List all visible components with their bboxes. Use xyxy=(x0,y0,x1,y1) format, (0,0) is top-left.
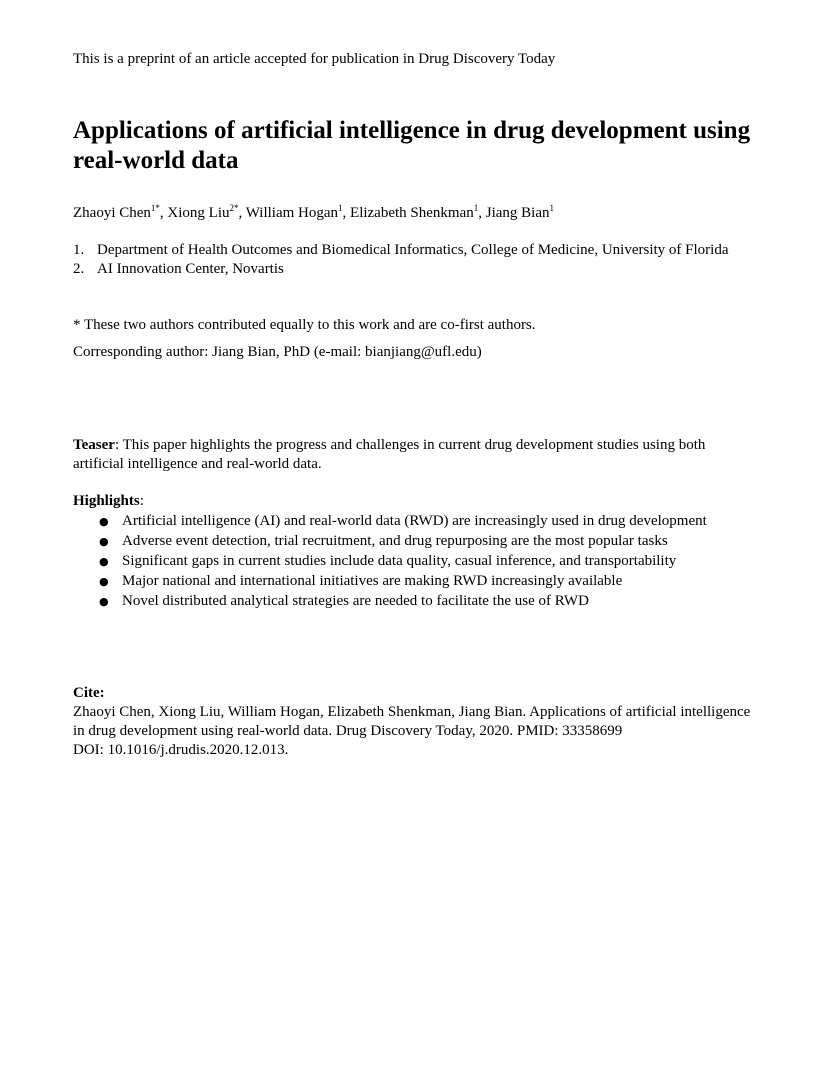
highlight-item xyxy=(73,512,743,531)
teaser-label: Teaser xyxy=(73,437,115,453)
bullet-icon: ● xyxy=(99,575,109,588)
citation-block xyxy=(73,703,753,760)
corresponding-author: Corresponding author: Jiang Bian, PhD (e-mail: bianjiang@ufl.edu) xyxy=(73,344,482,360)
bullet-icon: ● xyxy=(99,515,109,528)
teaser-paragraph xyxy=(73,436,743,474)
author-affiliation-mark: 2* xyxy=(229,203,239,213)
affiliation-text: Department of Health Outcomes and Biomedical Informatics, College of Medicine, University of Florida xyxy=(97,242,729,258)
author-name: Zhaoyi Chen xyxy=(73,205,151,221)
highlight-item xyxy=(73,592,743,611)
author-affiliation-mark: 1 xyxy=(338,203,343,213)
highlights-suffix: : xyxy=(139,493,144,509)
bullet-icon: ● xyxy=(99,535,109,548)
author-name: Elizabeth Shenkman xyxy=(350,205,474,221)
highlight-item xyxy=(73,532,743,551)
affiliation-item xyxy=(73,241,743,260)
highlight-text: Adverse event detection, trial recruitment, and drug repurposing are the most popular tasks xyxy=(122,533,668,549)
highlights-heading xyxy=(73,492,144,511)
author-separator: , xyxy=(159,205,168,221)
highlight-text: Significant gaps in current studies include data quality, casual inference, and transportability xyxy=(122,553,677,569)
highlights-label: Highlights xyxy=(73,493,140,509)
author-separator: , xyxy=(342,205,351,221)
author-affiliation-mark: 1 xyxy=(473,203,479,213)
citation-text: Zhaoyi Chen, Xiong Liu, William Hogan, Elizabeth Shenkman, Jiang Bian. Applications of artificial intelligence in drug development using real-world data. Drug Discovery Today, 2020. PMID: 33358699 xyxy=(73,704,751,739)
highlight-text: Major national and international initiatives are making RWD increasingly available xyxy=(122,573,623,589)
affiliation-list xyxy=(73,241,743,279)
citation-doi: DOI: 10.1016/j.drudis.2020.12.013. xyxy=(73,742,289,758)
bullet-icon: ● xyxy=(99,595,109,608)
author-name: Jiang Bian xyxy=(485,205,550,221)
affiliation-number: 2. xyxy=(73,261,85,277)
highlight-text: Artificial intelligence (AI) and real-world data (RWD) are increasingly used in drug development xyxy=(122,513,707,529)
highlight-text: Novel distributed analytical strategies are needed to facilitate the use of RWD xyxy=(122,593,589,609)
author-name: William Hogan xyxy=(245,205,339,221)
highlight-item xyxy=(73,572,743,591)
highlights-list xyxy=(73,512,743,612)
author-list xyxy=(73,204,554,223)
highlight-item xyxy=(73,552,743,571)
cofirst-author-note: * These two authors contributed equally to this work and are co-first authors. xyxy=(73,317,536,333)
author-affiliation-mark: 1* xyxy=(150,203,160,213)
author-name: Xiong Liu xyxy=(167,205,230,221)
author-separator: , xyxy=(238,205,246,221)
author-separator: , xyxy=(478,205,486,221)
preprint-note: This is a preprint of an article accepted for publication in Drug Discovery Today xyxy=(73,51,556,67)
cite-heading: Cite: xyxy=(73,685,105,701)
paper-title: Applications of artificial intelligence in drug development using real-world data xyxy=(73,117,751,174)
affiliation-text: AI Innovation Center, Novartis xyxy=(97,261,284,277)
affiliation-item xyxy=(73,260,743,279)
teaser-text: : This paper highlights the progress and challenges in current drug development studies using both artificial intelligence and real-world data. xyxy=(73,437,706,472)
author-affiliation-mark: 1 xyxy=(549,203,554,213)
bullet-icon: ● xyxy=(99,555,109,568)
affiliation-number: 1. xyxy=(73,242,85,258)
